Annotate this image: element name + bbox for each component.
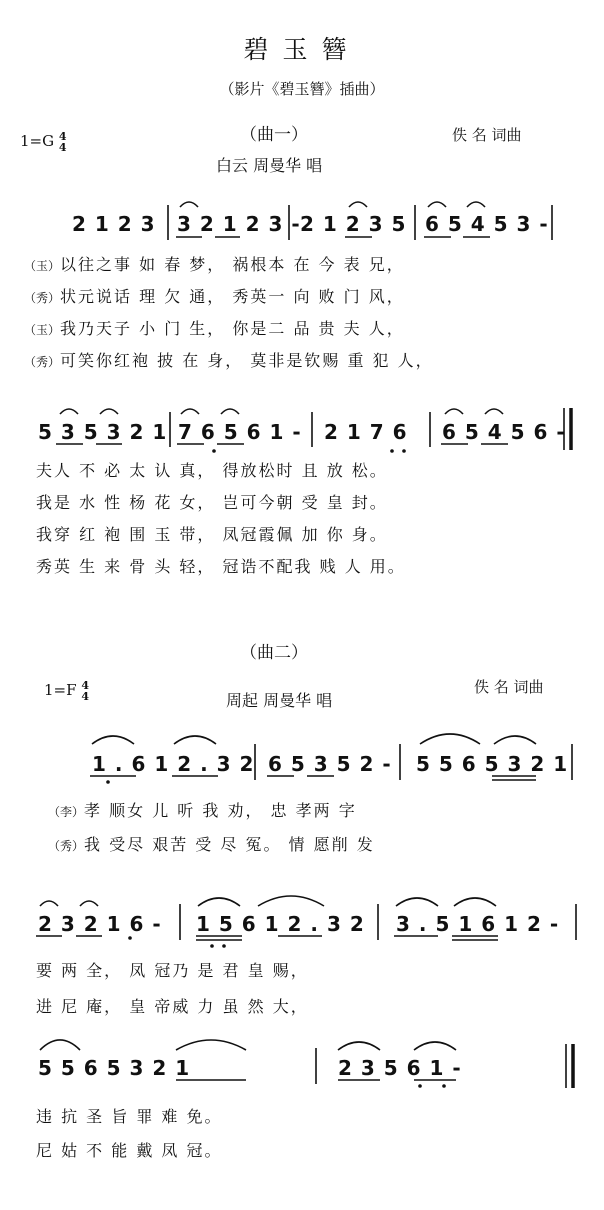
role-label: （玉） bbox=[24, 259, 61, 273]
time-signature-2 bbox=[81, 680, 89, 702]
time-signature-1 bbox=[59, 131, 67, 153]
meter-top-1: 4 bbox=[58, 130, 67, 143]
notes-2-3-m2: 2 3 5 6 1 - bbox=[338, 1056, 462, 1080]
notes-1-1-m2: 3 2 1 2 3 - bbox=[177, 212, 301, 236]
notes-2-1-m1: 1 . 6 1 2 . 3 2 bbox=[92, 752, 255, 776]
section-label-1: （曲一） bbox=[240, 125, 308, 145]
notes-1-2-m2: 7 6 5 6 1 - bbox=[178, 420, 302, 444]
slur-mark bbox=[258, 896, 324, 906]
lyric-line bbox=[24, 284, 405, 307]
lyric-line: 夫人 不 必 太 认 真， 得放松时 且 放 松。 bbox=[36, 461, 388, 480]
slur-mark bbox=[414, 1042, 456, 1050]
slur-mark bbox=[174, 736, 216, 744]
notes-2-1-m2: 6 5 3 5 2 - bbox=[268, 752, 392, 776]
notes-1-1-m4: 6 5 4 5 3 - bbox=[425, 212, 549, 236]
slur-mark bbox=[181, 409, 199, 414]
section-label-2: （曲二） bbox=[240, 643, 308, 663]
octave-dot bbox=[418, 1084, 422, 1088]
octave-dot bbox=[210, 944, 214, 948]
song-title: 碧玉簪 bbox=[243, 35, 361, 64]
slur-mark bbox=[80, 901, 98, 906]
lyric-line bbox=[48, 832, 375, 855]
slur-mark bbox=[445, 409, 463, 414]
notes-1-2-m3: 2 1 7 6 bbox=[324, 420, 408, 444]
slur-mark bbox=[198, 898, 240, 906]
slur-mark bbox=[494, 736, 536, 744]
octave-dot bbox=[222, 944, 226, 948]
slur-mark bbox=[420, 734, 480, 744]
key-signature-2 bbox=[44, 680, 89, 702]
slur-mark bbox=[428, 202, 446, 207]
slur-mark bbox=[349, 202, 367, 207]
notes-2-2-m3: 3 . 5 1 6 1 2 - bbox=[396, 912, 560, 936]
slur-mark bbox=[40, 901, 58, 906]
slur-mark bbox=[60, 409, 78, 414]
slur-mark bbox=[396, 898, 438, 906]
lyric-text: 我 受尽 艰苦 受 尽 冤。 情 愿削 发 bbox=[84, 835, 375, 854]
key-text-1: 1=G bbox=[20, 132, 55, 150]
lyric-line: 尼 姑 不 能 戴 凤 冠。 bbox=[36, 1141, 223, 1160]
slur-mark bbox=[180, 202, 198, 207]
slur-mark bbox=[100, 409, 118, 414]
lyric-line: 进 尼 庵， 皇 帝威 力 虽 然 大， bbox=[36, 997, 309, 1016]
key-signature-1 bbox=[20, 131, 67, 153]
lyric-line: 要 两 全， 凤 冠乃 是 君 皇 赐， bbox=[36, 961, 309, 980]
slur-mark bbox=[485, 409, 503, 414]
role-label: （秀） bbox=[48, 839, 85, 853]
slur-mark bbox=[454, 898, 496, 906]
lyric-line: 我是 水 性 杨 花 女， 岂可今朝 受 皇 封。 bbox=[36, 493, 388, 512]
notes-1-1-m3: 2 1 2 3 5 bbox=[300, 212, 407, 236]
meter-bottom-2: 4 bbox=[81, 690, 89, 703]
octave-dot bbox=[212, 449, 216, 453]
subtitle: （影片《碧玉簪》插曲） bbox=[219, 80, 385, 98]
slur-mark bbox=[338, 1042, 380, 1050]
key-text-2: 1=F bbox=[44, 681, 77, 699]
slur-mark bbox=[467, 202, 485, 207]
notes-1-2-m1: 5 3 5 3 2 1 bbox=[38, 420, 168, 444]
lyric-line: 我穿 红 袍 围 玉 带， 凤冠霞佩 加 你 身。 bbox=[36, 525, 388, 544]
notes-1-1-m1: 2 1 2 3 bbox=[72, 212, 156, 236]
meter-bottom-1: 4 bbox=[58, 141, 67, 154]
lyric-line bbox=[24, 348, 434, 371]
lyric-line: 秀英 生 来 骨 头 轻， 冠诰不配我 贱 人 用。 bbox=[36, 557, 406, 576]
octave-dot bbox=[402, 449, 406, 453]
role-label: （秀） bbox=[24, 291, 61, 305]
slur-mark bbox=[92, 736, 134, 744]
role-label: （玉） bbox=[24, 323, 61, 337]
lyric-text: 孝 顺女 儿 听 我 劝， 忠 孝两 字 bbox=[84, 801, 357, 820]
octave-dot bbox=[106, 780, 110, 784]
octave-dot bbox=[390, 449, 394, 453]
notes-1-2-m4: 6 5 4 5 6 - bbox=[442, 420, 566, 444]
credit-2: 佚 名 词曲 bbox=[474, 678, 544, 696]
notes-2-3-m1: 5 5 6 5 3 2 1 bbox=[38, 1056, 191, 1080]
lyric-line: 违 抗 圣 旨 罪 难 免。 bbox=[36, 1107, 223, 1126]
meter-top-2: 4 bbox=[81, 679, 89, 692]
octave-dot bbox=[442, 1084, 446, 1088]
octave-dot bbox=[128, 936, 132, 940]
credit-1: 佚 名 词曲 bbox=[452, 126, 522, 144]
lyric-text: 可笑你红袍 披 在 身， 莫非是钦赐 重 犯 人， bbox=[60, 351, 434, 370]
singers-1: 白云 周曼华 唱 bbox=[216, 156, 323, 175]
slur-mark bbox=[40, 1040, 80, 1050]
lyric-text: 以往之事 如 春 梦， 祸根本 在 今 表 兄， bbox=[60, 255, 405, 274]
role-label: （秀） bbox=[24, 355, 61, 369]
notes-2-2-m2: 1 5 6 1 2 . 3 2 bbox=[196, 912, 365, 936]
singers-2: 周起 周曼华 唱 bbox=[226, 691, 333, 710]
lyric-line bbox=[24, 252, 405, 275]
slur-mark bbox=[176, 1040, 246, 1050]
role-label: （李） bbox=[48, 805, 85, 819]
slur-mark bbox=[221, 409, 239, 414]
notes-2-1-m3: 5 5 6 5 3 2 1 bbox=[416, 752, 569, 776]
lyric-line bbox=[24, 316, 405, 339]
notes-2-2-m1: 2 3 2 1 6 - bbox=[38, 912, 162, 936]
lyric-text: 状元说话 理 欠 通， 秀英一 向 败 门 风， bbox=[60, 287, 405, 306]
lyric-line bbox=[48, 798, 357, 821]
lyric-text: 我乃天子 小 门 生， 你是二 品 贵 夫 人， bbox=[60, 319, 405, 338]
